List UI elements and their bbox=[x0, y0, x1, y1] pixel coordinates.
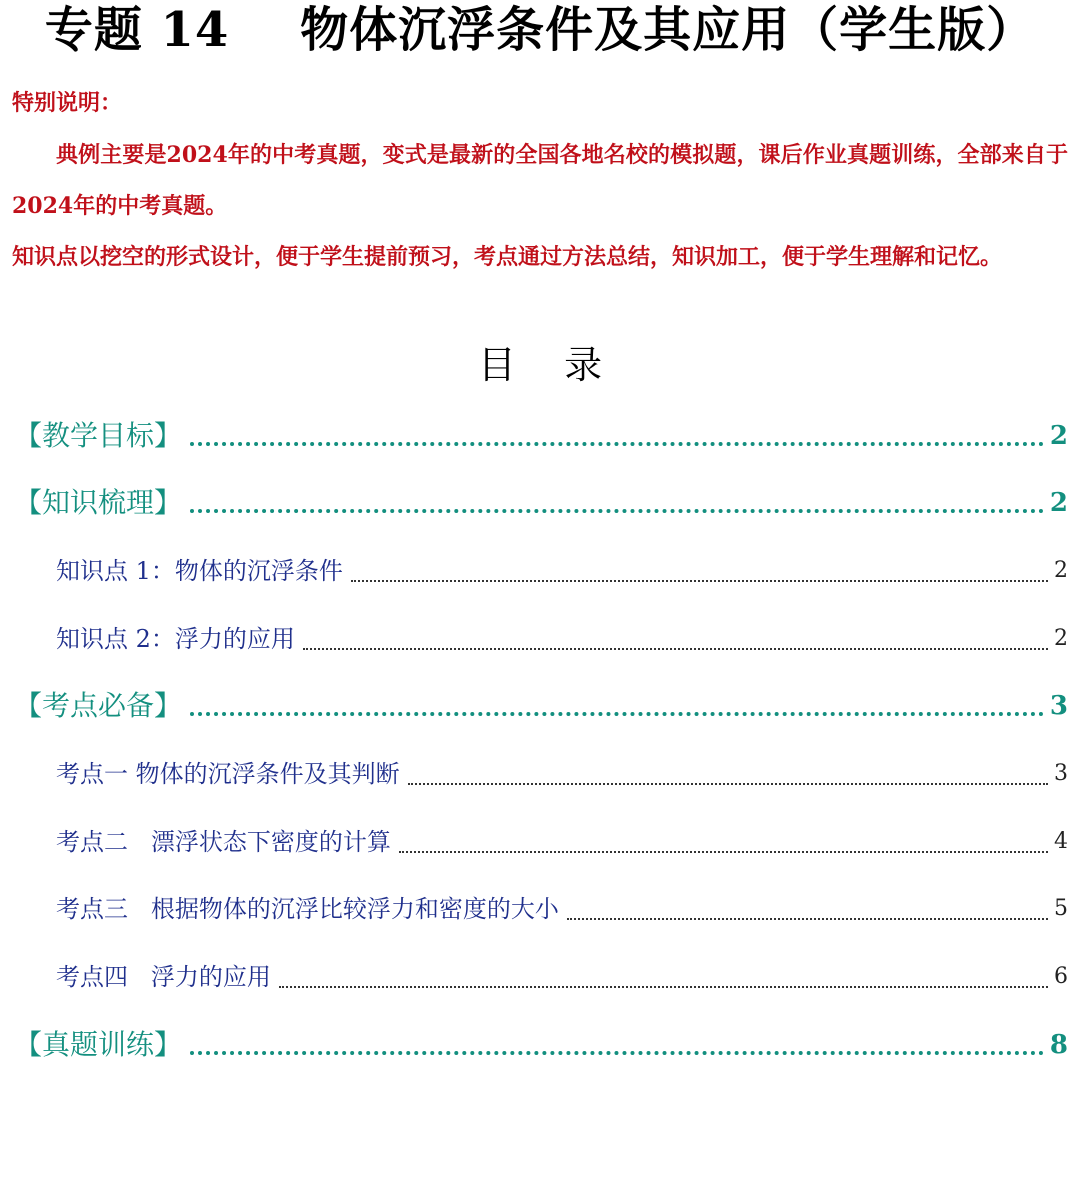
toc-entry-page: 3 bbox=[1049, 691, 1068, 721]
toc-leader-dots bbox=[567, 918, 1048, 920]
page-title: 专题 14 物体沉浮条件及其应用（学生版） bbox=[44, 2, 1036, 58]
toc-title: 目 录 bbox=[477, 343, 603, 387]
toc-entry-real-exam-practice[interactable] bbox=[14, 1025, 1068, 1065]
toc-entry-page: 5 bbox=[1054, 896, 1068, 921]
toc-entry-knowledge-point-1[interactable] bbox=[56, 551, 1068, 591]
toc-leader-dots bbox=[279, 986, 1048, 988]
toc-leader-dots bbox=[190, 442, 1044, 446]
toc-entry-page: 2 bbox=[1054, 558, 1068, 583]
toc-entry-page: 3 bbox=[1054, 761, 1068, 786]
toc-entry-label: 考点三 根据物体的沉浮比较浮力和密度的大小 bbox=[56, 895, 559, 923]
toc-entry-knowledge-review[interactable] bbox=[14, 483, 1068, 523]
toc-leader-dots bbox=[190, 1051, 1044, 1055]
toc-leader-dots bbox=[399, 851, 1048, 853]
toc-entry-page: 2 bbox=[1049, 488, 1068, 518]
toc-leader-dots bbox=[351, 580, 1048, 582]
toc-entry-label: 考点一 物体的沉浮条件及其判断 bbox=[56, 760, 400, 788]
special-note-paragraph-2: 知识点以挖空的形式设计，便于学生提前预习，考点通过方法总结，知识加工，便于学生理解和记忆。 bbox=[12, 244, 1003, 270]
toc-entry-exam-point-1[interactable] bbox=[56, 754, 1068, 794]
toc-leader-dots bbox=[190, 509, 1044, 513]
toc-leader-dots bbox=[303, 648, 1048, 650]
toc-entry-label: 【考点必备】 bbox=[14, 689, 183, 722]
special-note-heading: 特别说明： bbox=[12, 90, 123, 116]
toc-entry-exam-point-4[interactable] bbox=[56, 957, 1068, 997]
toc-entry-label: 考点二 漂浮状态下密度的计算 bbox=[56, 828, 391, 856]
toc-entry-label: 知识点 2：浮力的应用 bbox=[56, 625, 295, 653]
toc-entry-label: 考点四 浮力的应用 bbox=[56, 963, 271, 991]
toc-entry-page: 2 bbox=[1049, 421, 1068, 451]
toc-entry-label: 【教学目标】 bbox=[14, 419, 183, 452]
toc-entry-teaching-goals[interactable] bbox=[14, 416, 1068, 456]
toc-entry-exam-point-2[interactable] bbox=[56, 822, 1068, 862]
toc-entry-label: 【真题训练】 bbox=[14, 1028, 183, 1061]
toc-entry-knowledge-point-2[interactable] bbox=[56, 619, 1068, 659]
toc-entry-label: 【知识梳理】 bbox=[14, 486, 183, 519]
toc-entry-page: 2 bbox=[1054, 626, 1068, 651]
special-note-paragraph-1: 典例主要是2024年的中考真题，变式是最新的全国各地名校的模拟题，课后作业真题训练，全部来自于2024年的中考真题。 bbox=[12, 142, 1068, 219]
toc-entry-page: 4 bbox=[1054, 829, 1068, 854]
toc-entry-page: 8 bbox=[1049, 1030, 1068, 1060]
toc-entry-exam-points[interactable] bbox=[14, 686, 1068, 726]
toc-entry-label: 知识点 1：物体的沉浮条件 bbox=[56, 557, 343, 585]
toc-leader-dots bbox=[190, 712, 1044, 716]
toc-leader-dots bbox=[408, 783, 1048, 785]
toc-entry-exam-point-3[interactable] bbox=[56, 889, 1068, 929]
toc-entry-page: 6 bbox=[1054, 964, 1068, 989]
